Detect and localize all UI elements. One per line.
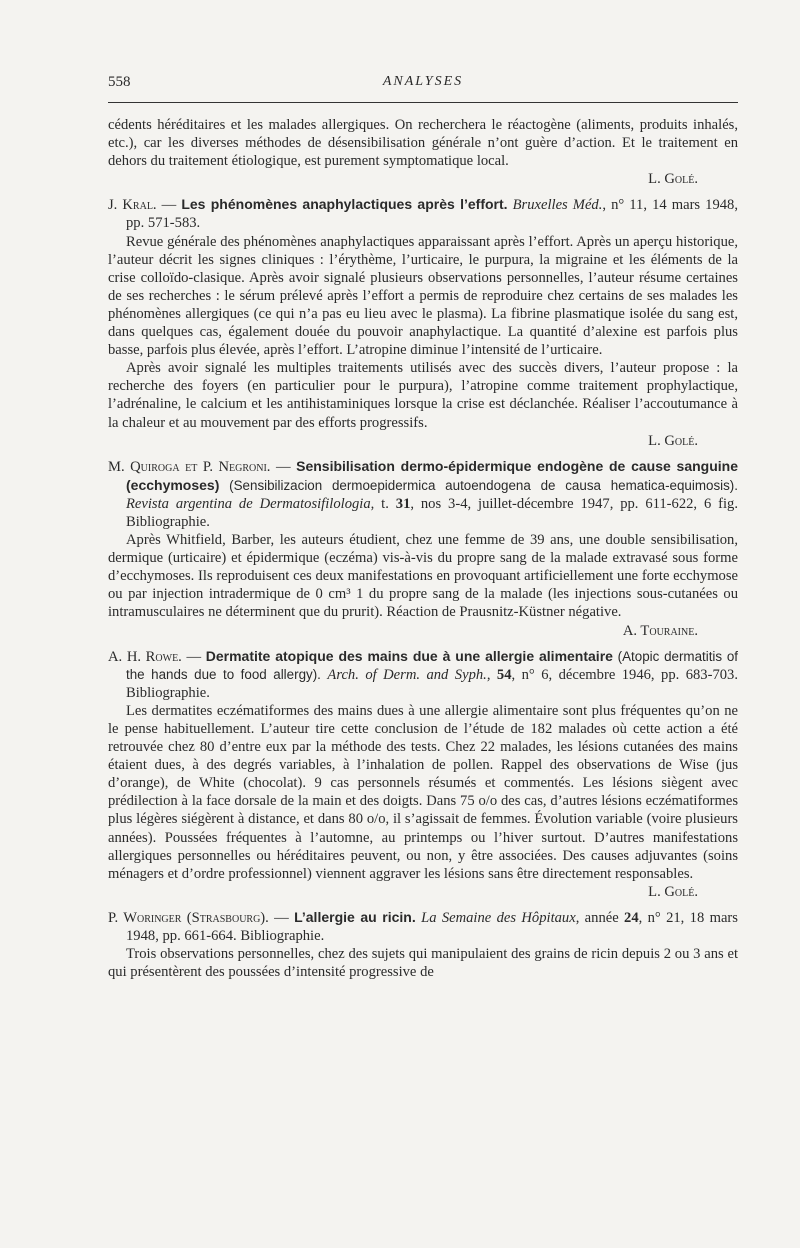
page-header <box>108 74 738 96</box>
article-kral <box>108 195 738 449</box>
article-author: P. Woringer (Strasbourg). <box>108 909 269 926</box>
article-reference <box>108 195 738 232</box>
article-details: , année <box>575 909 625 926</box>
article-details: , t. <box>370 495 396 512</box>
ref-dash: — <box>268 909 295 926</box>
ref-dash: — <box>156 197 182 214</box>
page-body <box>108 116 738 981</box>
article-last-paragraph: Après Whitfield, Barber, les auteurs étudient, chez une femme de 39 ans, une double sensibilisation, dermique (urticaire) et épidermique (eczéma) vis-à-vis du propre sang de la malade extravasé sous forme d’ecchymoses. Ils reproduisent ces deux manifestations en provoquant artificiellement une forte ecchymose ou par injection intradermique de 0 cm³ 1 du propre sang de la malade (les injections sous-cutanées ou intramusculaires ne déterminent que du prurit). Réaction de Prausnitz-Küstner négative. <box>108 532 738 621</box>
article-signature: L. Golé. <box>648 883 698 900</box>
article-rowe <box>108 647 738 901</box>
article-signature: L. Golé. <box>648 432 698 449</box>
ref-dash: — <box>270 458 297 475</box>
page-number: 558 <box>108 74 131 90</box>
article-author: J. Kral. <box>108 197 157 214</box>
article-signature: A. Touraine. <box>622 622 698 639</box>
article-title: L’allergie au ricin. <box>294 908 416 925</box>
article-last-paragraph: Les dermatites eczématiformes des mains dues à une allergie alimentaire sont plus fréquentes qu’on ne le pense habituellement. L’auteur tire cette conclusion de l’étude de 182 malades où cette action a été retrouvée chez 80 d’entre eux par la méthode des tests. Chez 22 malades, les lésions cutanées des mains étaient dues, à des degrés variables, à l’inhalation de pollen. Rappel des observations de Wise (jus d’orange), de White (chocolat). 9 cas personnels résumés et commentés. Les lésions siègent avec prédilection à la face dorsale de la main et des doigts. Dans 75 o/o des cas, d’autres lésions eczématiformes plus légères siégèrent à distance, et dans 80 o/o, il s’agissait de femmes. Évolution variable (voire plusieurs années). Poussées fréquentes à l’automne, au printemps ou l’hiver surtout. D’autres manifestations allergiques personnelles ou héréditaires peuvent, ou non, y être associées. Des causes adjuvantes (soins ménagers et d’ordre professionnel) viennent aggraver les lésions sans être directement responsables. <box>108 702 738 882</box>
article-author: A. H. Rowe. <box>108 648 182 665</box>
article-reference <box>108 647 738 702</box>
running-title: ANALYSES <box>382 74 464 89</box>
article-volume: 54 <box>496 666 512 683</box>
ref-dash: — <box>181 648 206 665</box>
article-paragraph: Revue générale des phénomènes anaphylactiques apparaissant après l’effort. Après un aperçu historique, l’auteur décrit les signes cliniques : l’érythème, l’urticaire, le purpura, la migraine et les éléments de la crise colloïdo-clasique. Après avoir signalé plusieurs observations personnelles, l’auteur résume certaines de ses recherches : le sérum prélevé après l’effort a permis de reproduire chez certains de ses malades les phénomènes allergiques (ce qui n’a pas eu lieu avec le plasma). La fibrine plasmatique isolée du sang est, dans quelques cas, également douée du pouvoir anaphylactique. La quantité d’alexine est parfois plus basse, parfois plus élevée, après l’effort. L’atropine diminue l’intensité de l’urticaire. <box>108 233 738 359</box>
intro-signature: L. Golé. <box>648 171 698 188</box>
article-last-paragraph: Trois observations personnelles, chez des sujets qui manipulaient des grains de ricin depuis 2 ou 3 ans et qui présentèrent des poussées d’intensité progressive de <box>108 946 738 981</box>
article-original-title: (Sensibilizacion dermoepidermica autoendogena de causa hematica-equimosis). <box>219 477 738 493</box>
article-title: Dermatite atopique des mains due à une allergie alimentaire <box>205 647 613 664</box>
article-original-title: (Atopic dermatitis of the hands due to food allergy). <box>126 648 739 682</box>
article-volume: 31 <box>395 495 411 512</box>
article-reference <box>108 908 738 945</box>
article-title: Les phénomènes anaphylactiques après l’effort. <box>181 196 508 213</box>
article-volume: 24 <box>624 909 639 926</box>
article-journal: Bruxelles Méd. <box>512 197 603 214</box>
article-details-b: , n° 21, 18 mars 1948, pp. 661-664. Bibliographie. <box>126 909 738 945</box>
article-details: , <box>486 666 497 683</box>
article-author: M. Quiroga et P. Negroni. <box>108 458 271 475</box>
article-journal: Arch. of Derm. and Syph. <box>327 666 487 683</box>
header-rule <box>108 102 738 103</box>
article-details-b: , nos 3-4, juillet-décembre 1947, pp. 611-622, 6 fig. Bibliographie. <box>126 495 738 530</box>
article-details-b: , n° 6, décembre 1946, pp. 683-703. Bibliographie. <box>126 666 739 701</box>
article-reference <box>108 457 738 531</box>
article-title: Sensibilisation dermo-épidermique endogène de cause sanguine (ecchymoses) <box>126 457 739 493</box>
article-quiroga <box>108 457 738 640</box>
article-journal: Revista argentina de Dermatosifilologia <box>126 495 371 512</box>
article-woringer <box>108 908 738 981</box>
intro-paragraph <box>108 116 738 170</box>
article-details: , n° 11, 14 mars 1948, pp. 571-583. <box>126 197 739 232</box>
intro-text: cédents héréditaires et les malades allergiques. On recherchera le réactogène (aliments, produits inhalés, etc.), car les diverses méthodes de désensibilisation générale n’ont guère d’action. Et le traitement en dehors du traitement étiologique, est purement symptomatique local. <box>108 117 738 170</box>
article-last-paragraph: Après avoir signalé les multiples traitements utilisés avec des succès divers, l’auteur propose : la recherche des foyers (en particulier pour le purpura), l’atropine comme traitement prophylactique, l’adrénaline, le calcium et les antihistaminiques lorsque la crise est déclanchée. Réaliser l’accoutumance à la chaleur et au mouvement par des efforts progressifs. <box>108 360 738 431</box>
article-journal: La Semaine des Hôpitaux <box>421 909 576 926</box>
